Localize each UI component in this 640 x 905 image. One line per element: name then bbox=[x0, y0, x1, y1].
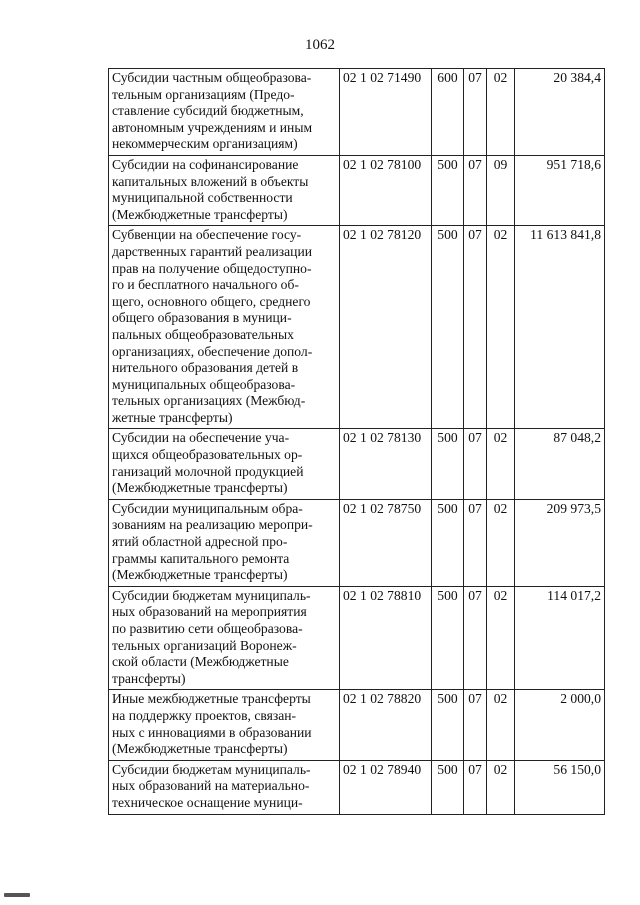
row-code-cell: 02 1 02 78940 bbox=[340, 760, 432, 814]
row-vr-cell: 500 bbox=[432, 760, 464, 814]
page-number: 1062 bbox=[305, 37, 335, 53]
row-pr-cell: 02 bbox=[487, 690, 515, 760]
row-code-cell: 02 1 02 78120 bbox=[340, 226, 432, 429]
row-name-cell: Субсидии муниципальным обра- зованиям на реализацию меропри- ятий областной адресной про- граммы капитального ремонта (Межбюджетные трансферты) bbox=[109, 499, 340, 586]
row-sum-cell: 951 718,6 bbox=[515, 155, 605, 225]
row-name-cell: Иные межбюджетные трансферты на поддержку проектов, связан- ных с инновациями в образовании (Межбюджетные трансферты) bbox=[109, 690, 340, 760]
row-pr-cell: 02 bbox=[487, 69, 515, 156]
row-vr-cell: 500 bbox=[432, 155, 464, 225]
row-rz-cell: 07 bbox=[464, 226, 487, 429]
table-row bbox=[109, 226, 605, 429]
row-rz-cell: 07 bbox=[464, 690, 487, 760]
table-body bbox=[109, 69, 605, 815]
row-rz-cell: 07 bbox=[464, 586, 487, 690]
row-name-cell: Субсидии на софинансирование капитальных вложений в объекты муниципальной собственности (Межбюджетные трансферты) bbox=[109, 155, 340, 225]
table-row bbox=[109, 586, 605, 690]
row-code-cell: 02 1 02 78820 bbox=[340, 690, 432, 760]
row-sum-cell: 11 613 841,8 bbox=[515, 226, 605, 429]
scan-mark bbox=[4, 893, 30, 897]
row-vr-cell: 600 bbox=[432, 69, 464, 156]
row-name-cell: Субсидии бюджетам муниципаль- ных образований на материально- техническое оснащение муници- bbox=[109, 760, 340, 814]
row-code-cell: 02 1 02 78750 bbox=[340, 499, 432, 586]
table-row bbox=[109, 690, 605, 760]
row-name-cell: Субсидии бюджетам муниципаль- ных образований на мероприятия по развитию сети общеобразова- тельных организаций Воронеж- ской области (Межбюджетные трансферты) bbox=[109, 586, 340, 690]
row-sum-cell: 20 384,4 bbox=[515, 69, 605, 156]
row-rz-cell: 07 bbox=[464, 429, 487, 499]
row-name-cell: Субсидии частным общеобразова- тельным организациям (Предо- ставление субсидий бюджетным, автономным учреждениям и иным некоммерческим организациям) bbox=[109, 69, 340, 156]
row-vr-cell: 500 bbox=[432, 586, 464, 690]
row-pr-cell: 02 bbox=[487, 760, 515, 814]
row-code-cell: 02 1 02 78100 bbox=[340, 155, 432, 225]
row-vr-cell: 500 bbox=[432, 429, 464, 499]
row-sum-cell: 209 973,5 bbox=[515, 499, 605, 586]
row-rz-cell: 07 bbox=[464, 499, 487, 586]
row-pr-cell: 02 bbox=[487, 429, 515, 499]
row-sum-cell: 56 150,0 bbox=[515, 760, 605, 814]
row-vr-cell: 500 bbox=[432, 226, 464, 429]
table-row bbox=[109, 760, 605, 814]
row-pr-cell: 02 bbox=[487, 226, 515, 429]
row-vr-cell: 500 bbox=[432, 499, 464, 586]
row-rz-cell: 07 bbox=[464, 155, 487, 225]
table-row bbox=[109, 69, 605, 156]
row-code-cell: 02 1 02 78130 bbox=[340, 429, 432, 499]
row-sum-cell: 2 000,0 bbox=[515, 690, 605, 760]
row-sum-cell: 114 017,2 bbox=[515, 586, 605, 690]
table-row bbox=[109, 429, 605, 499]
budget-table bbox=[108, 68, 605, 815]
row-vr-cell: 500 bbox=[432, 690, 464, 760]
row-code-cell: 02 1 02 71490 bbox=[340, 69, 432, 156]
row-name-cell: Субсидии на обеспечение уча- щихся общеобразовательных ор- ганизаций молочной продукцией (Межбюджетные трансферты) bbox=[109, 429, 340, 499]
table-row bbox=[109, 155, 605, 225]
row-code-cell: 02 1 02 78810 bbox=[340, 586, 432, 690]
row-pr-cell: 02 bbox=[487, 499, 515, 586]
row-sum-cell: 87 048,2 bbox=[515, 429, 605, 499]
row-rz-cell: 07 bbox=[464, 760, 487, 814]
row-pr-cell: 02 bbox=[487, 586, 515, 690]
table-row bbox=[109, 499, 605, 586]
row-name-cell: Субвенции на обеспечение госу- дарственных гарантий реализации прав на получение общедоступно- го и бесплатного начального об- щего, основного общего, среднего общего образования в муници- пальных общеобразовательных организациях, обеспечение допол- нительного образования детей в муниципальных общеобразова- тельных организациях (Межбюд- жетные трансферты) bbox=[109, 226, 340, 429]
row-pr-cell: 09 bbox=[487, 155, 515, 225]
row-rz-cell: 07 bbox=[464, 69, 487, 156]
